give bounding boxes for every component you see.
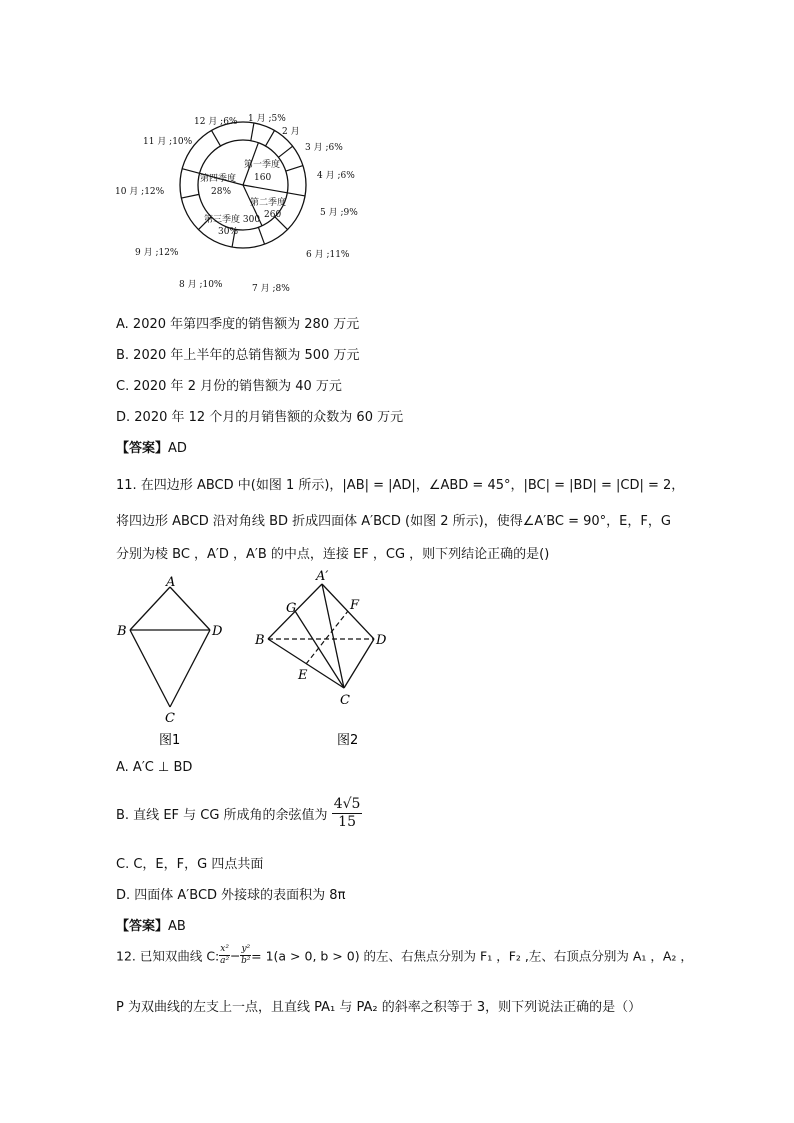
- quarter-label: 第三季度 300: [204, 215, 261, 225]
- month-divider: [266, 130, 275, 146]
- q12-stem-line2: P 为双曲线的左支上一点，且直线 PA₁ 与 PA₂ 的斜率之积等于 3，则下列说法正确的是（）: [116, 1000, 642, 1015]
- fig1-caption: 图1: [159, 733, 181, 748]
- quarter-label: 第一季度: [244, 160, 281, 170]
- sales-pie-chart: [110, 105, 370, 295]
- figure-2: [250, 566, 400, 752]
- q11-option-a: A. A′C ⊥ BD: [116, 760, 193, 775]
- q11-stem-line1: 11. 在四边形 ABCD 中(如图 1 所示)，|AB| = |AD|，∠ABD = 45°，|BC| = |BD| = |CD| = 2，: [116, 478, 685, 493]
- q11-option-b-text: B. 直线 EF 与 CG 所成角的余弦值为: [116, 808, 328, 823]
- minus-sign: −: [229, 948, 241, 963]
- q11-answer: [116, 915, 186, 934]
- quarter-divider: [243, 185, 287, 193]
- q11-option-c: C. C，E，F，G 四点共面: [116, 857, 264, 872]
- q11-stem-line3: 分别为棱 BC ，A′D ，A′B 的中点，连接 EF ，CG ，则下列结论正确的是(): [116, 547, 550, 562]
- month-divider: [212, 130, 221, 146]
- q12-suffix: = 1(a > 0, b > 0) 的左、右焦点分别为 F₁ ，F₂ ,左、右顶点分别为 A₁ ，A₂ ，: [251, 948, 693, 964]
- fig2-label-a: A′: [316, 569, 329, 584]
- q10-answer: [116, 437, 187, 456]
- month-divider: [287, 193, 305, 196]
- month-label: 12 月 ;6%: [194, 117, 238, 127]
- quarter-label: 160: [254, 173, 272, 183]
- x-den: a²: [220, 956, 230, 966]
- answer-value: AB: [168, 919, 186, 934]
- fig2-label-c: C: [340, 693, 350, 708]
- fig2-label-f: F: [350, 598, 360, 613]
- month-divider: [181, 194, 199, 198]
- quarter-label: 第四季度: [200, 174, 237, 184]
- q10-option-a: A. 2020 年第四季度的销售额为 280 万元: [116, 317, 360, 332]
- cosine-fraction: [332, 796, 363, 831]
- month-label: 7 月 ;8%: [252, 284, 290, 294]
- x-fraction: [219, 944, 230, 967]
- q10-option-b: B. 2020 年上半年的总销售额为 500 万元: [116, 348, 360, 363]
- quarter-label: 28%: [211, 187, 232, 197]
- quarter-label: 第二季度: [250, 198, 287, 208]
- answer-value: AD: [168, 441, 187, 456]
- month-label: 9 月 ;12%: [135, 248, 179, 258]
- month-label: 11 月 ;10%: [143, 137, 193, 147]
- month-label: 10 月 ;12%: [115, 187, 165, 197]
- q11-option-b: [116, 796, 362, 831]
- q12-prefix: 12. 已知双曲线 C:: [116, 948, 220, 964]
- answer-tag: 【答案】: [116, 919, 169, 934]
- q11-stem-line2: 将四边形 ABCD 沿对角线 BD 折成四面体 A′BCD (如图 2 所示)，使得∠A′BC = 90°，E，F，G: [116, 514, 671, 529]
- q12-stem-line1: [116, 944, 693, 967]
- fig2-label-d: D: [376, 633, 387, 648]
- quarter-label: 260: [264, 210, 282, 220]
- y-den: b²: [241, 956, 251, 966]
- fig2-label-e: E: [298, 668, 308, 683]
- fig2-label-b: B: [255, 633, 265, 648]
- month-label: 5 月 ;9%: [320, 208, 358, 218]
- fig2-label-g: G: [286, 601, 297, 616]
- month-divider: [251, 123, 254, 141]
- month-divider: [278, 146, 292, 157]
- month-divider: [258, 227, 264, 244]
- month-divider: [286, 166, 303, 172]
- month-label: 4 月 ;6%: [317, 171, 355, 181]
- month-divider: [182, 169, 199, 174]
- y-fraction: [240, 944, 251, 967]
- fig1-label-c: C: [165, 711, 175, 726]
- month-label: 8 月 ;10%: [179, 280, 223, 290]
- month-label: 1 月 ;5%: [248, 114, 286, 124]
- fig1-label-d: D: [212, 624, 222, 639]
- month-label: 3 月 ;6%: [305, 143, 343, 153]
- fraction-denominator: 15: [338, 814, 356, 830]
- fig1-label-a: A: [166, 575, 176, 590]
- answer-tag: 【答案】: [116, 441, 169, 456]
- fig1-label-b: B: [117, 624, 127, 639]
- figure-1: [112, 572, 222, 752]
- fraction-numerator: 4√5: [333, 796, 361, 812]
- quarter-label: 30%: [218, 227, 239, 237]
- fig2-caption: 图2: [337, 733, 359, 748]
- month-label: 6 月 ;11%: [306, 250, 350, 260]
- month-label: 2 月: [282, 127, 300, 137]
- q10-option-d: D. 2020 年 12 个月的月销售额的众数为 60 万元: [116, 410, 404, 425]
- x-num: x²: [220, 944, 229, 954]
- q10-option-c: C. 2020 年 2 月份的销售额为 40 万元: [116, 379, 342, 394]
- q11-option-d: D. 四面体 A′BCD 外接球的表面积为 8π: [116, 888, 346, 903]
- y-num: y²: [241, 944, 251, 954]
